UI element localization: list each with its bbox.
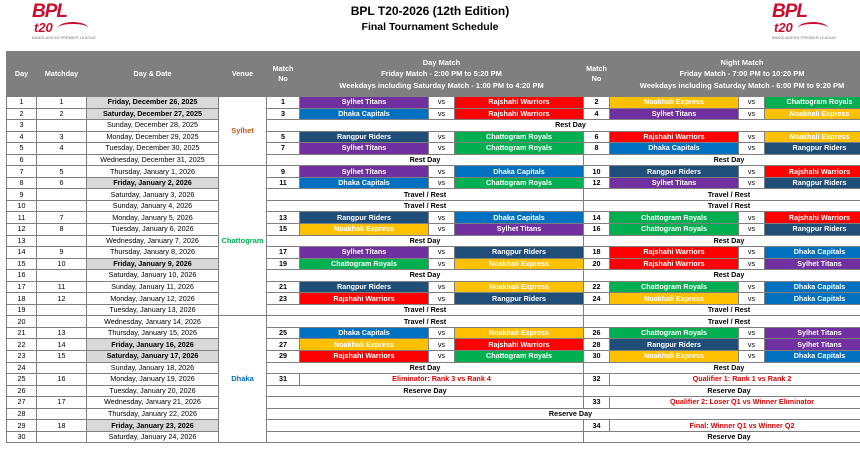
day-cell: 29 (7, 420, 37, 432)
vs-label: vs (739, 97, 765, 109)
matchday-cell: 16 (37, 374, 87, 386)
vs-label: vs (739, 177, 765, 189)
date-cell: Thursday, January 15, 2026 (87, 327, 219, 339)
vs-label: vs (739, 247, 765, 259)
team-cell: Rajshahi Warriors (765, 212, 860, 224)
team-cell: Rangpur Riders (765, 177, 860, 189)
table-row (7, 351, 860, 363)
vs-label: vs (739, 108, 765, 120)
table-row (7, 362, 860, 374)
day-cell: 3 (7, 120, 37, 132)
rest-day-cell: Travel / Rest (267, 200, 584, 212)
venue-cell: Sylhet (219, 97, 267, 166)
page-title: BPL T20-2026 (12th Edition) (350, 4, 510, 18)
rest-day-cell: Reserve Day (584, 431, 860, 443)
match-number: 34 (584, 420, 610, 432)
night-match-title: Night Match (720, 57, 764, 67)
matchday-cell: 9 (37, 247, 87, 259)
vs-label: vs (429, 177, 455, 189)
team-cell: Rangpur Riders (300, 281, 429, 293)
vs-label: vs (429, 131, 455, 143)
team-cell: Noakhali Express (765, 108, 860, 120)
special-match-cell: Qualifier 2: Loser Q1 vs Winner Eliminator (610, 397, 860, 409)
day-cell: 20 (7, 316, 37, 328)
table-row (7, 166, 860, 178)
date-cell: Wednesday, January 14, 2026 (87, 316, 219, 328)
match-number: 18 (584, 247, 610, 259)
match-number: 25 (267, 327, 300, 339)
empty-cell (267, 431, 584, 443)
team-cell: Sylhet Titans (610, 177, 739, 189)
match-number: 30 (584, 351, 610, 363)
table-row (7, 374, 860, 386)
team-cell: Noakhali Express (455, 281, 584, 293)
table-row (7, 304, 860, 316)
team-cell: Sylhet Titans (300, 143, 429, 155)
table-row (7, 120, 860, 132)
match-number: 1 (267, 97, 300, 109)
schedule-table (6, 51, 860, 443)
table-row (7, 327, 860, 339)
team-cell: Rajshahi Warriors (610, 247, 739, 259)
team-cell: Noakhali Express (300, 339, 429, 351)
logo-sub: t20 (34, 20, 53, 35)
matchday-cell: 10 (37, 258, 87, 270)
match-number: 31 (267, 374, 300, 386)
rest-day-cell: Rest Day (267, 154, 584, 166)
night-match-weekdays: Weekdays including Saturday Match - 6:00 PM to 9:20 PM (639, 80, 845, 90)
matchday-cell: 17 (37, 397, 87, 409)
matchday-cell: 3 (37, 131, 87, 143)
header-match-no: Match No (267, 52, 300, 97)
table-row (7, 154, 860, 166)
matchday-cell: 2 (37, 108, 87, 120)
rest-day-cell: Rest Day (584, 270, 860, 282)
day-cell: 25 (7, 374, 37, 386)
team-cell: Noakhali Express (610, 351, 739, 363)
night-match-friday: Friday Match - 7:00 PM to 10:20 PM (679, 69, 805, 79)
team-cell: Rangpur Riders (455, 293, 584, 305)
table-row (7, 293, 860, 305)
matchday-cell (37, 200, 87, 212)
team-cell: Dhaka Capitals (300, 177, 429, 189)
table-row (7, 177, 860, 189)
team-cell: Rangpur Riders (300, 212, 429, 224)
date-cell: Sunday, January 18, 2026 (87, 362, 219, 374)
day-match-title: Day Match (422, 57, 461, 67)
header-matchday: Matchday (37, 52, 87, 97)
matchday-cell: 8 (37, 224, 87, 236)
logo-tagline: BANGLADESH PREMIER LEAGUE (772, 35, 837, 40)
team-cell: Sylhet Titans (300, 97, 429, 109)
table-row (7, 131, 860, 143)
team-cell: Dhaka Capitals (300, 108, 429, 120)
match-number: 9 (267, 166, 300, 178)
page-subtitle: Final Tournament Schedule (361, 21, 499, 33)
vs-label: vs (739, 293, 765, 305)
match-number: 6 (584, 131, 610, 143)
vs-label: vs (429, 166, 455, 178)
day-cell: 19 (7, 304, 37, 316)
date-cell: Friday, December 26, 2025 (87, 97, 219, 109)
day-cell: 9 (7, 189, 37, 201)
date-cell: Sunday, December 28, 2025 (87, 120, 219, 132)
team-cell: Sylhet Titans (455, 224, 584, 236)
team-cell: Chattogram Royals (300, 258, 429, 270)
vs-label: vs (429, 281, 455, 293)
table-row (7, 270, 860, 282)
header-venue: Venue (219, 52, 267, 97)
date-cell: Tuesday, January 13, 2026 (87, 304, 219, 316)
matchday-cell (37, 189, 87, 201)
team-cell: Dhaka Capitals (765, 281, 860, 293)
day-cell: 8 (7, 177, 37, 189)
team-cell: Sylhet Titans (765, 327, 860, 339)
team-cell: Chattogram Royals (765, 97, 860, 109)
venue-cell: Dhaka (219, 316, 267, 443)
table-row (7, 281, 860, 293)
vs-label: vs (429, 351, 455, 363)
table-row (7, 212, 860, 224)
vs-label: vs (739, 131, 765, 143)
matchday-cell: 15 (37, 351, 87, 363)
match-number: 5 (267, 131, 300, 143)
vs-label: vs (739, 339, 765, 351)
date-cell: Friday, January 23, 2026 (87, 420, 219, 432)
table-row (7, 339, 860, 351)
team-cell: Noakhali Express (455, 258, 584, 270)
team-cell: Noakhali Express (765, 131, 860, 143)
table-row (7, 108, 860, 120)
special-match-cell: Qualifier 1: Rank 1 vs Rank 2 (610, 374, 860, 386)
match-number: 2 (584, 97, 610, 109)
day-cell: 1 (7, 97, 37, 109)
table-row (7, 431, 860, 443)
rest-day-cell: Travel / Rest (267, 189, 584, 201)
team-cell: Dhaka Capitals (765, 351, 860, 363)
date-cell: Tuesday, December 30, 2025 (87, 143, 219, 155)
table-row (7, 189, 860, 201)
table-row (7, 247, 860, 259)
day-cell: 27 (7, 397, 37, 409)
day-cell: 16 (7, 270, 37, 282)
day-cell: 26 (7, 385, 37, 397)
vs-label: vs (429, 212, 455, 224)
vs-label: vs (429, 293, 455, 305)
team-cell: Dhaka Capitals (300, 327, 429, 339)
date-cell: Saturday, January 17, 2026 (87, 351, 219, 363)
match-number: 26 (584, 327, 610, 339)
table-row (7, 316, 860, 328)
vs-label: vs (429, 327, 455, 339)
date-cell: Saturday, December 27, 2025 (87, 108, 219, 120)
vs-label: vs (429, 247, 455, 259)
table-row (7, 224, 860, 236)
vs-label: vs (739, 224, 765, 236)
day-cell: 21 (7, 327, 37, 339)
match-number: 32 (584, 374, 610, 386)
matchday-cell: 14 (37, 339, 87, 351)
date-cell: Wednesday, January 21, 2026 (87, 397, 219, 409)
vs-label: vs (739, 281, 765, 293)
date-cell: Saturday, January 24, 2026 (87, 431, 219, 443)
venue-cell: Chattogram (219, 166, 267, 316)
match-number: 20 (584, 258, 610, 270)
matchday-cell (37, 154, 87, 166)
match-number: 23 (267, 293, 300, 305)
team-cell: Rajshahi Warriors (300, 351, 429, 363)
logo-text: BPL (772, 1, 807, 22)
team-cell: Noakhali Express (455, 327, 584, 339)
date-cell: Monday, December 29, 2025 (87, 131, 219, 143)
empty-cell (267, 397, 584, 409)
rest-day-cell: Travel / Rest (584, 189, 860, 201)
date-cell: Monday, January 5, 2026 (87, 212, 219, 224)
matchday-cell (37, 235, 87, 247)
match-number: 13 (267, 212, 300, 224)
matchday-cell: 12 (37, 293, 87, 305)
matchday-cell: 4 (37, 143, 87, 155)
date-cell: Thursday, January 8, 2026 (87, 247, 219, 259)
team-cell: Chattogram Royals (610, 327, 739, 339)
logo-text: BPL (32, 1, 67, 22)
team-cell: Rajshahi Warriors (455, 97, 584, 109)
matchday-cell (37, 304, 87, 316)
header-match-no: Match No (584, 52, 610, 97)
match-number: 22 (584, 281, 610, 293)
team-cell: Rajshahi Warriors (455, 108, 584, 120)
team-cell: Rajshahi Warriors (300, 293, 429, 305)
team-cell: Noakhali Express (300, 224, 429, 236)
match-number: 19 (267, 258, 300, 270)
rest-day-cell: Travel / Rest (584, 304, 860, 316)
team-cell: Chattogram Royals (455, 177, 584, 189)
team-cell: Chattogram Royals (610, 212, 739, 224)
day-cell: 23 (7, 351, 37, 363)
match-number: 7 (267, 143, 300, 155)
match-number: 17 (267, 247, 300, 259)
logo-tagline: BANGLADESH PREMIER LEAGUE (32, 35, 97, 40)
team-cell: Rangpur Riders (300, 131, 429, 143)
vs-label: vs (429, 143, 455, 155)
date-cell: Wednesday, December 31, 2025 (87, 154, 219, 166)
matchday-cell (37, 120, 87, 132)
team-cell: Rangpur Riders (765, 143, 860, 155)
logo-sub: t20 (774, 20, 793, 35)
table-row (7, 397, 860, 409)
matchday-cell: 1 (37, 97, 87, 109)
team-cell: Rajshahi Warriors (610, 131, 739, 143)
table-row (7, 143, 860, 155)
date-cell: Saturday, January 3, 2026 (87, 189, 219, 201)
team-cell: Sylhet Titans (765, 339, 860, 351)
rest-day-cell: Reserve Day (267, 385, 584, 397)
table-row (7, 408, 860, 420)
matchday-cell: 11 (37, 281, 87, 293)
team-cell: Sylhet Titans (765, 258, 860, 270)
empty-cell (267, 420, 584, 432)
team-cell: Dhaka Capitals (765, 247, 860, 259)
team-cell: Rangpur Riders (610, 339, 739, 351)
team-cell: Rangpur Riders (610, 166, 739, 178)
day-cell: 30 (7, 431, 37, 443)
team-cell: Sylhet Titans (610, 108, 739, 120)
date-cell: Sunday, January 4, 2026 (87, 200, 219, 212)
day-cell: 17 (7, 281, 37, 293)
matchday-cell: 6 (37, 177, 87, 189)
vs-label: vs (739, 258, 765, 270)
rest-day-cell: Reserve Day (584, 385, 860, 397)
rest-day-cell: Reserve Day (267, 408, 860, 420)
vs-label: vs (429, 339, 455, 351)
matchday-cell: 13 (37, 327, 87, 339)
day-cell: 10 (7, 200, 37, 212)
day-cell: 15 (7, 258, 37, 270)
vs-label: vs (429, 97, 455, 109)
match-number: 11 (267, 177, 300, 189)
team-cell: Rangpur Riders (765, 224, 860, 236)
day-cell: 4 (7, 131, 37, 143)
team-cell: Sylhet Titans (300, 166, 429, 178)
team-cell: Noakhali Express (610, 97, 739, 109)
table-row (7, 200, 860, 212)
header-day-match (300, 52, 584, 97)
vs-label: vs (739, 212, 765, 224)
day-match-friday: Friday Match - 2:00 PM to 5:20 PM (381, 69, 502, 79)
rest-day-cell: Rest Day (584, 154, 860, 166)
date-cell: Tuesday, January 20, 2026 (87, 385, 219, 397)
match-number: 4 (584, 108, 610, 120)
matchday-cell: 7 (37, 212, 87, 224)
day-cell: 7 (7, 166, 37, 178)
team-cell: Dhaka Capitals (765, 293, 860, 305)
team-cell: Rajshahi Warriors (765, 166, 860, 178)
table-row (7, 97, 860, 109)
rest-day-cell: Rest Day (267, 120, 860, 132)
rest-day-cell: Travel / Rest (584, 200, 860, 212)
vs-label: vs (739, 327, 765, 339)
matchday-cell: 18 (37, 420, 87, 432)
match-number: 15 (267, 224, 300, 236)
table-row (7, 258, 860, 270)
rest-day-cell: Rest Day (267, 270, 584, 282)
match-number: 27 (267, 339, 300, 351)
day-cell: 13 (7, 235, 37, 247)
match-number: 28 (584, 339, 610, 351)
special-match-cell: Eliminator: Rank 3 vs Rank 4 (300, 374, 584, 386)
date-cell: Saturday, January 10, 2026 (87, 270, 219, 282)
day-cell: 14 (7, 247, 37, 259)
match-number: 14 (584, 212, 610, 224)
match-number: 33 (584, 397, 610, 409)
rest-day-cell: Travel / Rest (584, 316, 860, 328)
vs-label: vs (429, 224, 455, 236)
date-cell: Thursday, January 22, 2026 (87, 408, 219, 420)
date-cell: Friday, January 16, 2026 (87, 339, 219, 351)
match-number: 16 (584, 224, 610, 236)
vs-label: vs (739, 166, 765, 178)
vs-label: vs (739, 143, 765, 155)
day-cell: 18 (7, 293, 37, 305)
matchday-cell (37, 385, 87, 397)
rest-day-cell: Rest Day (267, 235, 584, 247)
date-cell: Friday, January 9, 2026 (87, 258, 219, 270)
match-number: 29 (267, 351, 300, 363)
special-match-cell: Final: Winner Q1 vs Winner Q2 (610, 420, 860, 432)
match-number: 12 (584, 177, 610, 189)
day-cell: 22 (7, 339, 37, 351)
match-number: 24 (584, 293, 610, 305)
matchday-cell (37, 270, 87, 282)
date-cell: Monday, January 19, 2026 (87, 374, 219, 386)
team-cell: Rajshahi Warriors (610, 258, 739, 270)
header-row (7, 52, 860, 97)
team-cell: Rajshahi Warriors (455, 339, 584, 351)
match-number: 8 (584, 143, 610, 155)
day-cell: 12 (7, 224, 37, 236)
team-cell: Chattogram Royals (455, 351, 584, 363)
team-cell: Dhaka Capitals (455, 212, 584, 224)
match-number: 10 (584, 166, 610, 178)
team-cell: Dhaka Capitals (455, 166, 584, 178)
team-cell: Sylhet Titans (300, 247, 429, 259)
day-cell: 28 (7, 408, 37, 420)
vs-label: vs (739, 351, 765, 363)
date-cell: Wednesday, January 7, 2026 (87, 235, 219, 247)
header-night-match (610, 52, 860, 97)
rest-day-cell: Travel / Rest (267, 304, 584, 316)
matchday-cell (37, 431, 87, 443)
team-cell: Chattogram Royals (610, 281, 739, 293)
match-number: 21 (267, 281, 300, 293)
team-cell: Dhaka Capitals (610, 143, 739, 155)
vs-label: vs (429, 108, 455, 120)
matchday-cell: 5 (37, 166, 87, 178)
team-cell: Chattogram Royals (455, 143, 584, 155)
day-cell: 24 (7, 362, 37, 374)
header-day: Day (7, 52, 37, 97)
rest-day-cell: Travel / Rest (267, 316, 584, 328)
matchday-cell (37, 362, 87, 374)
matchday-cell (37, 408, 87, 420)
day-cell: 11 (7, 212, 37, 224)
day-match-weekdays: Weekdays including Saturday Match - 1:00 PM to 4:20 PM (339, 80, 544, 90)
team-cell: Chattogram Royals (610, 224, 739, 236)
header-date: Day & Date (87, 52, 219, 97)
rest-day-cell: Rest Day (584, 235, 860, 247)
rest-day-cell: Rest Day (267, 362, 584, 374)
day-cell: 2 (7, 108, 37, 120)
team-cell: Chattogram Royals (455, 131, 584, 143)
table-row (7, 385, 860, 397)
date-cell: Thursday, January 1, 2026 (87, 166, 219, 178)
team-cell: Rangpur Riders (455, 247, 584, 259)
date-cell: Sunday, January 11, 2026 (87, 281, 219, 293)
vs-label: vs (429, 258, 455, 270)
team-cell: Noakhali Express (610, 293, 739, 305)
matchday-cell (37, 316, 87, 328)
rest-day-cell: Rest Day (584, 362, 860, 374)
day-cell: 5 (7, 143, 37, 155)
date-cell: Tuesday, January 6, 2026 (87, 224, 219, 236)
day-cell: 6 (7, 154, 37, 166)
date-cell: Monday, January 12, 2026 (87, 293, 219, 305)
table-row (7, 235, 860, 247)
table-row (7, 420, 860, 432)
match-number: 3 (267, 108, 300, 120)
date-cell: Friday, January 2, 2026 (87, 177, 219, 189)
